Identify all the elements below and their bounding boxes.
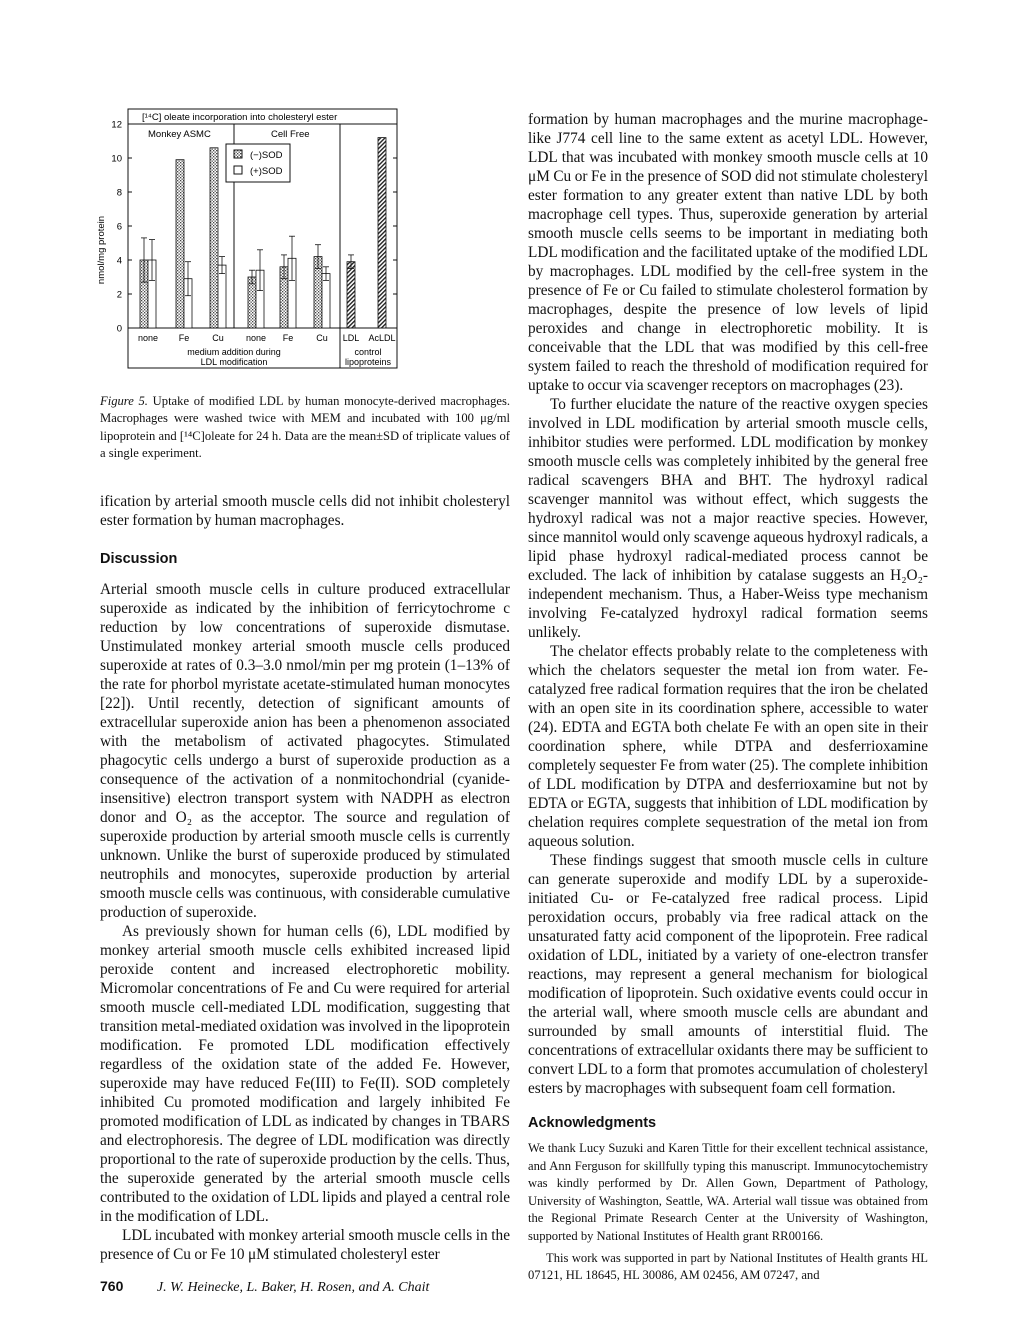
- ack-paragraph: This work was supported in part by National Institutes of Health grants HL 07121, HL 18645, HL 30086, AM 02456, AM 07247, and: [528, 1250, 928, 1283]
- figure-caption: [100, 393, 510, 462]
- discussion-paragraph: As previously shown for human cells (6), LDL modified by monkey arterial smooth muscle cells exhibited increased lipid peroxide content and increased electrophoretic mobility. Micromolar concentrations of Fe and Cu were required for arterial smooth muscle cell-mediated LDL modification, suggesting that transition metal-mediated oxidation was involved in the lipoprotein modification. Fe promoted LDL modification effectively regardless of the oxidation state of the added Fe. However, superoxide may have reduced Fe(III) to Fe(II). SOD completely inhibited Cu promoted modification and largely inhibited Fe promoted modification of LDL as indicated by changes in TBARS and electrophoresis. The degree of LDL modification was directly proportional to the rate of superoxide production by the cells. Thus, the superoxide generated by the arterial smooth muscle cells contributed to the oxidation of LDL lipids and played a central role in the modification of LDL.: [100, 923, 510, 1226]
- group-label-asmc: Monkey ASMC: [148, 129, 211, 140]
- discussion-paragraph: Arterial smooth muscle cells in culture produced extracellular superoxide as indicated by the inhibition of ferricytochrome c reduction by low concentrations of superoxide dismutase. Unstimulated monkey arterial smooth muscle cells produced superoxide at rates of 0.3–3.0 nmol/min per mg protein (1–13% of the rate for phorbol myristate acetate-stimulated human monocytes [22]). Until recently, detection of significant amounts of extracellular superoxide anion has been a phenomenon associated with the metabolism of activated phagocytes. Stimulated phagocytic cells undergo a burst of superoxide production as a consequence of the activation of a nonmitochondrial (cyanide-insensitive) electron transport system with NADPH as electron donor and O₂ as the acceptor. The source and regulation of superoxide production by arterial smooth muscle cells is currently unknown. Unlike the burst of superoxide produced by stimulated neutrophils and monocytes, superoxide production by arterial smooth muscle cells was continuous, with considerable cumulative production of superoxide.: [100, 581, 510, 922]
- ack-paragraph: We thank Lucy Suzuki and Karen Tittle for their excellent technical assistance, and Ann Ferguson for skillfully typing this manuscript. Immunocytochemistry was kindly performed by Dr. Allen Gown, Department of Pathology, University of Washington, Seattle, WA. Arterial wall tissue was obtained from the Regional Primate Research Center at the University of Washington, supported by National Institutes of Health grant RR00166.: [528, 1141, 928, 1243]
- chart-title: [¹⁴C] oleate incorporation into cholesteryl ester: [142, 112, 338, 123]
- figure-label: Figure 5.: [100, 394, 148, 408]
- legend-label-plus-sod: (+)SOD: [250, 166, 283, 177]
- legend-label-minus-sod: (−)SOD: [250, 150, 283, 161]
- control-label-line1: control: [354, 347, 382, 357]
- y-tick-label: 8: [116, 187, 122, 199]
- x-category-label: none: [137, 333, 159, 343]
- x-category-label: Cu: [316, 333, 328, 343]
- acknowledgments: [528, 1140, 928, 1285]
- y-tick-label: 12: [111, 119, 122, 131]
- figure-space: [100, 0, 510, 393]
- body-paragraph: To further elucidate the nature of the reactive oxygen species involved in LDL modification by arterial smooth muscle cells, inhibitor studies were performed. LDL modification by monkey smooth muscle cells was completely inhibited by the general free radical scavengers BHA and BHT. The hydroxyl radical scavenger mannitol was without effect, which suggests the hydroxyl radical was not a major reactive species. However, since mannitol would only scavenge aqueous hydroxyl radicals, a lipid phase hydroxyl radical-mediated process cannot be excluded. The lack of inhibition by catalase suggests an H₂O₂-independent mechanism. Thus, a Haber-Weiss type mechanism involving Fe-catalyzed hydroxyl radical formation seems unlikely.: [528, 396, 928, 641]
- acknowledgments-heading: Acknowledgments: [528, 1115, 657, 1131]
- discussion-heading: Discussion: [100, 551, 178, 568]
- control-label-line2: lipoproteins: [344, 357, 392, 367]
- y-tick-label: 4: [116, 255, 122, 267]
- right-column-body: [528, 110, 928, 1098]
- x-axis-label-line1: medium addition during: [187, 347, 281, 357]
- x-axis-label-line2: LDL modification: [200, 357, 268, 367]
- right-column: [528, 0, 928, 1285]
- body-paragraph: The chelator effects probably relate to the completeness with which the chelators sequester the metal ion from water. Fe-catalyzed free radical formation requires that the iron be chelated with an open site in its coordination sphere, accessible to water (24). EDTA and EGTA both chelate Fe with an open site in their coordination sphere, while DTPA and desferrioxamine completely sequester Fe from water (25). The complete inhibition of LDL modification by DTPA and desferrioxamine but not by EDTA or EGTA, suggests that inhibition of LDL modification by chelation requires complete sequestration of the metal ion from aqueous solution.: [528, 643, 928, 850]
- left-column-body: [100, 580, 510, 1264]
- group-label-cellfree: Cell Free: [271, 129, 310, 140]
- body-paragraph: These findings suggest that smooth muscle cells in culture can generate superoxide and modify LDL by a superoxide-initiated Cu- or Fe-catalyzed free radical process. Lipid peroxidation occurs, probably via free radical attack on the unsaturated fatty acid component of the lipoprotein. Free radical oxidation of LDL, initiated by a variety of one-electron transfer reactions, may represent a general mechanism for biological modification of lipoprotein. Such oxidative events could occur in the arterial wall, where smooth muscle cells are abundant and surrounded by small amounts of interstitial fluid. The concentrations of extracellular oxidants there may be sufficient to convert LDL to a form that promotes accumulation of cholesteryl esters by macrophages with subsequent foam cell formation.: [528, 852, 928, 1097]
- x-category-label: Fe: [282, 333, 294, 343]
- x-category-label: none: [245, 333, 267, 343]
- control-category-label: LDL: [342, 333, 360, 343]
- x-category-label: Fe: [178, 333, 190, 343]
- running-authors: J. W. Heinecke, L. Baker, H. Rosen, and A. Chait: [156, 1280, 430, 1296]
- y-tick-label: 6: [116, 221, 122, 233]
- y-tick-label: 10: [111, 153, 122, 165]
- discussion-paragraph: LDL incubated with monkey arterial smooth muscle cells in the presence of Cu or Fe 10 μM stimulated cholesteryl ester: [100, 1227, 510, 1264]
- figure-caption-text: Uptake of modified LDL by human monocyte-derived macrophages. Macrophages were washed twice with MEM and incubated with 100 μg/ml lipoprotein and [¹⁴C]oleate for 24 h. Data are the mean±SD of triplicate values of a single experiment.: [100, 394, 510, 460]
- continuation-paragraph: ification by arterial smooth muscle cells did not inhibit cholesteryl ester formation by human macrophages.: [100, 493, 510, 530]
- left-continuation: [100, 492, 510, 530]
- y-tick-label: 0: [116, 323, 122, 335]
- body-paragraph: formation by human macrophages and the murine macrophage-like J774 cell line to the same extent as acetyl LDL. However, LDL that was incubated with monkey smooth muscle cells at 10 μM Cu or Fe in the presence of SOD did not stimulate cholesteryl ester formation to any greater extent than native LDL by both macrophage cell types. Thus, superoxide generation by arterial smooth muscle cells seems to be important in mediating both LDL modification and the facilitated uptake of the modified LDL by macrophages. LDL modified by the cell-free system in the presence of Fe or Cu failed to stimulate cholesterol formation by macrophages, despite the presence of low levels of lipid peroxides and change in electrophoretic mobility. It is conceivable that the LDL that was modified by this cell-free system failed to reach the threshold of modification required for uptake to occur via scavenger receptors on macrophages (23).: [528, 111, 928, 394]
- y-tick-label: 2: [116, 289, 122, 301]
- x-category-label: Cu: [212, 333, 224, 343]
- page-number: 760: [100, 1278, 124, 1295]
- page-footer: [100, 1278, 510, 1316]
- y-axis-label: nmol/mg protein: [96, 215, 107, 285]
- control-category-label: AcLDL: [368, 333, 396, 343]
- left-column: [100, 0, 510, 1316]
